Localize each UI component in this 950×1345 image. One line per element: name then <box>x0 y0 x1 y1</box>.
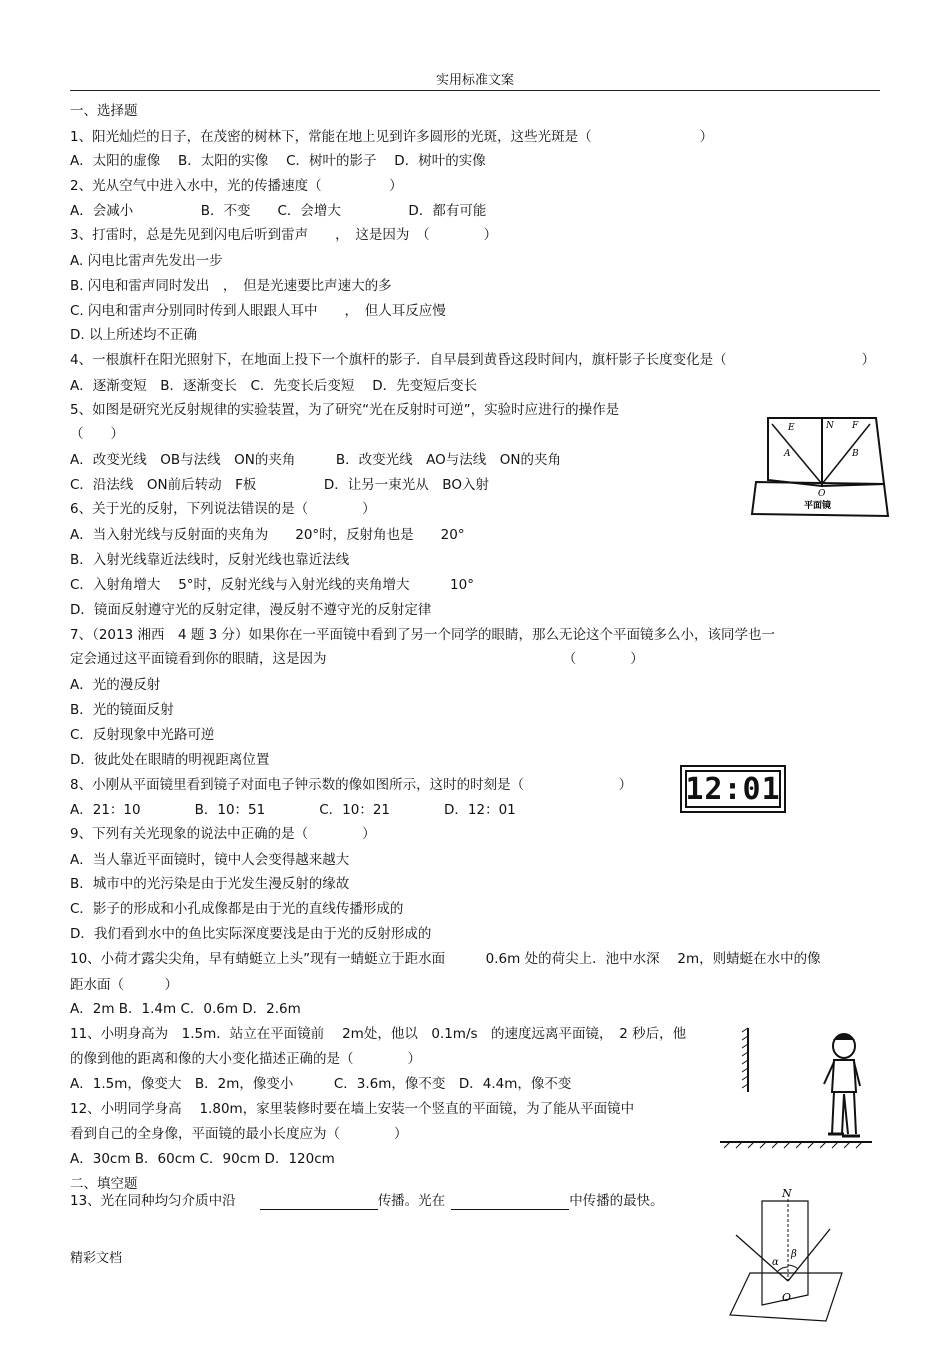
text-line: 11、小明身高为 1.5m．站立在平面镜前 2m处，他以 0.1m/s 的速度远离平面镜， 2 秒后，他 <box>70 1026 687 1042</box>
text-line: A．太阳的虚像 B．太阳的实像 C．树叶的影子 D．树叶的实像 <box>70 153 486 169</box>
q13-blank-1[interactable] <box>260 1195 378 1210</box>
text-line: 一、选择题 <box>70 103 138 119</box>
label-n: N <box>826 421 834 431</box>
label-e: E <box>788 423 795 433</box>
text-line: B．城市中的光污染是由于光发生漫反射的缘故 <box>70 876 350 892</box>
text-line: 1、阳光灿烂的日子，在茂密的树林下，常能在地上见到许多圆形的光斑，这些光斑是（ ） <box>70 129 714 145</box>
header-rule <box>70 90 880 91</box>
text-line: D. 以上所述均不正确 <box>70 327 197 343</box>
text-line: A．逐渐变短 B．逐渐变长 C．先变长后变短 D．先变短后变长 <box>70 378 478 394</box>
text-line: D．彼此处在眼睛的明视距离位置 <box>70 752 270 768</box>
text-line: 6、关于光的反射，下列说法错误的是（ ） <box>70 501 376 517</box>
text-line: 3、打雷时，总是先见到闪电后听到雷声 ， 这是因为 （ ） <box>70 227 498 243</box>
text-line: 距水面（ ） <box>70 977 178 993</box>
q13-blank-2[interactable] <box>451 1195 569 1210</box>
label-o2: O <box>782 1291 792 1304</box>
label-f: F <box>852 421 859 431</box>
text-line: 5、如图是研究光反射规律的实验装置，为了研究“光在反射时可逆”，实验时应进行的操作是 <box>70 402 620 418</box>
label-beta: β <box>791 1249 797 1260</box>
text-line: 二、填空题 <box>70 1176 138 1192</box>
text-line: 4、一根旗杆在阳光照射下，在地面上投下一个旗杆的影子．自早晨到黄昏这段时间内，旗杆影子长度变化是（ ） <box>70 352 876 368</box>
text-line: C．影子的形成和小孔成像都是由于光的直线传播形成的 <box>70 901 404 917</box>
text-line: C．入射角增大 5°时，反射光线与入射光线的夹角增大 10° <box>70 577 474 593</box>
text-line: A．30cm B．60cm C．90cm D．120cm <box>70 1151 335 1167</box>
text-line: C．沿法线 ON前后转动 F板 D．让另一束光从 BO入射 <box>70 477 489 493</box>
label-n2: N <box>782 1187 792 1200</box>
text-line: D．镜面反射遵守光的反射定律，漫反射不遵守光的反射定律 <box>70 602 432 618</box>
digital-clock-figure <box>680 765 786 813</box>
text-line: （ ） <box>70 426 124 442</box>
text-line: 看到自己的全身像，平面镜的最小长度应为（ ） <box>70 1126 408 1142</box>
text-line: B. 闪电和雷声同时发出 ， 但是光速要比声速大的多 <box>70 278 392 294</box>
q13-text-c: 中传播的最快。 <box>569 1193 664 1209</box>
reflection-board-figure <box>748 412 898 522</box>
text-line: A．2m B．1.4m C．0.6m D．2.6m <box>70 1001 301 1017</box>
text-line: C. 闪电和雷声分别同时传到人眼跟人耳中 ， 但人耳反应慢 <box>70 303 446 319</box>
text-line: A．改变光线 OB与法线 ON的夹角 B．改变光线 AO与法线 ON的夹角 <box>70 452 561 468</box>
text-line: 的像到他的距离和像的大小变化描述正确的是（ ） <box>70 1051 421 1067</box>
text-line: 定会通过这平面镜看到你的眼睛，这是因为 （ ） <box>70 651 644 667</box>
text-line: C．反射现象中光路可逆 <box>70 727 215 743</box>
text-line: B．光的镜面反射 <box>70 702 174 718</box>
q13-text-b: 传播。光在 <box>377 1193 446 1209</box>
question-13 <box>70 1192 664 1210</box>
q13-text-a: 13、光在同种均匀介质中沿 <box>70 1193 236 1209</box>
reflection-angle-figure <box>712 1185 852 1335</box>
page-header: 实用标准文案 <box>435 73 514 88</box>
label-a: A <box>784 449 791 459</box>
text-line: 2、光从空气中进入水中，光的传播速度（ ） <box>70 178 403 194</box>
label-b: B <box>852 449 859 459</box>
text-line: A．会减小 B．不变 C．会增大 D．都有可能 <box>70 203 487 219</box>
mirror-label: 平面镜 <box>804 501 832 511</box>
boy-mirror-figure <box>716 1022 876 1152</box>
page-footer: 精彩文档 <box>70 1251 123 1266</box>
text-line: A．21：10 B．10：51 C．10：21 D．12：01 <box>70 802 516 818</box>
text-line: A．当入射光线与反射面的夹角为 20°时，反射角也是 20° <box>70 527 465 543</box>
text-line: A．当人靠近平面镜时，镜中人会变得越来越大 <box>70 852 350 868</box>
text-line: D．我们看到水中的鱼比实际深度要浅是由于光的反射形成的 <box>70 926 432 942</box>
text-line: 10、小荷才露尖尖角，早有蜻蜓立上头”现有一蜻蜓立于距水面 0.6m 处的荷尖上．池中水深 2m，则蜻蜓在水中的像 <box>70 951 821 967</box>
text-line: A．光的漫反射 <box>70 677 161 693</box>
text-line: B．入射光线靠近法线时，反射光线也靠近法线 <box>70 552 350 568</box>
text-line: 8、小刚从平面镜里看到镜子对面电子钟示数的像如图所示，这时的时刻是（ ） <box>70 777 633 793</box>
text-line: A. 闪电比雷声先发出一步 <box>70 253 223 269</box>
clock-display: 12:01 <box>685 771 781 807</box>
text-line: 9、下列有关光现象的说法中正确的是（ ） <box>70 826 376 842</box>
text-line: A．1.5m，像变大 B．2m，像变小 C．3.6m，像不变 D．4.4m，像不变 <box>70 1076 572 1092</box>
label-o: O <box>818 489 826 499</box>
text-line: 7、（2013 湘西 4 题 3 分）如果你在一平面镜中看到了另一个同学的眼睛，那么无论这个平面镜多么小，该同学也一 <box>70 627 776 643</box>
text-line: 12、小明同学身高 1.80m，家里装修时要在墙上安装一个竖直的平面镜，为了能从平面镜中 <box>70 1101 635 1117</box>
label-alpha: α <box>772 1257 779 1268</box>
